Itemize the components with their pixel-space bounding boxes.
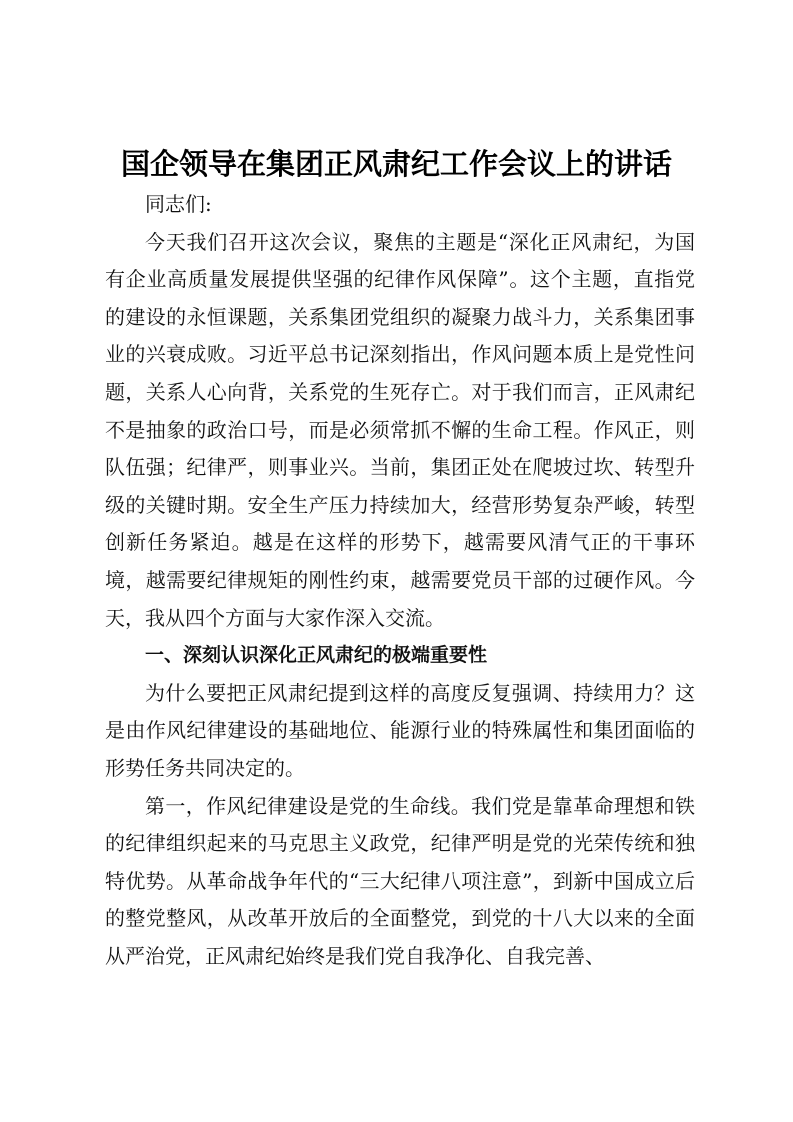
paragraph-intro: 今天我们召开这次会议，聚焦的主题是“深化正风肃纪，为国有企业高质量发展提供坚强的纪律作风保障”。这个主题，直指党的建设的永恒课题，关系集团党组织的凝聚力战斗力，关系集团事业的兴衰成败。习近平总书记深刻指出，作风问题本质上是党性问题，关系人心向背，关系党的生死存亡。对于我们而言，正风肃纪不是抽象的政治口号，而是必须常抓不懈的生命工程。作风正，则队伍强；纪律严，则事业兴。当前，集团正处在爬坡过坎、转型升级的关键时期。安全生产压力持续加大，经营形势复杂严峻，转型创新任务紧迫。越是在这样的形势下，越需要风清气正的干事环境，越需要纪律规矩的刚性约束，越需要党员干部的过硬作风。今天，我从四个方面与大家作深入交流。 [105,229,695,630]
document-body [105,186,695,975]
page-title: 国企领导在集团正风肃纪工作会议上的讲话 [120,147,672,181]
section-heading: 一、深刻认识深化正风肃纪的极端重要性 [145,644,488,667]
paragraph-question: 为什么要把正风肃纪提到这样的高度反复强调、持续用力？这是由作风纪律建设的基础地位、能源行业的特殊属性和集团面临的形势任务共同决定的。 [105,680,695,780]
paragraph-first-point: 第一，作风纪律建设是党的生命线。我们党是靠革命理想和铁的纪律组织起来的马克思主义政党，纪律严明是党的光荣传统和独特优势。从革命战争年代的“三大纪律八项注意”，到新中国成立后的整党整风，从改革开放后的全面整党，到党的十八大以来的全面从严治党，正风肃纪始终是我们党自我净化、自我完善、 [105,793,695,968]
salutation: 同志们: [145,192,212,216]
